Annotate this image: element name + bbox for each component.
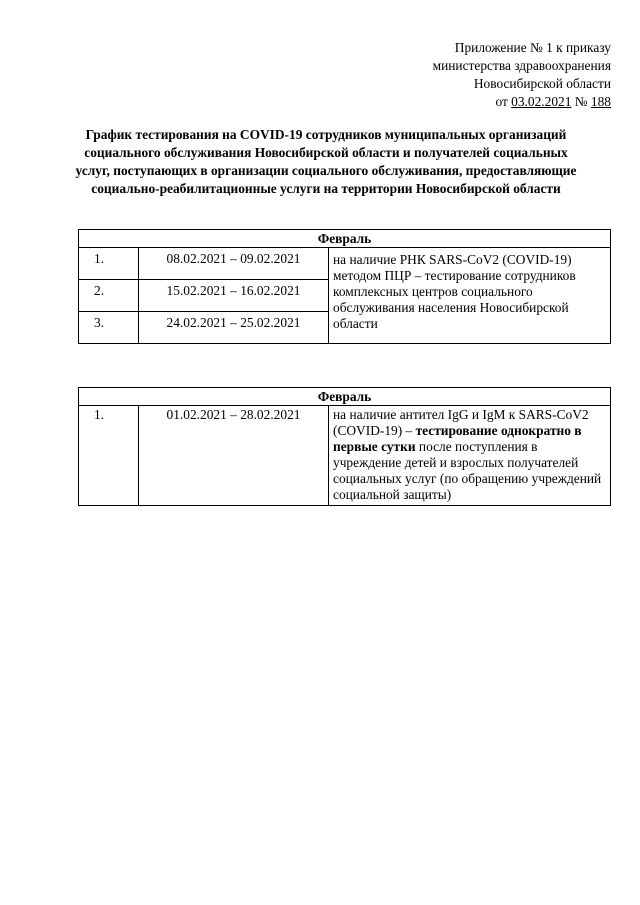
header-order-line bbox=[433, 93, 611, 111]
document-header bbox=[433, 39, 611, 111]
schedule-table-pcr bbox=[78, 229, 611, 344]
order-number: 188 bbox=[590, 94, 611, 109]
order-number-prefix: № bbox=[571, 94, 591, 109]
test-description: на наличие РНК SARS-CoV2 (COVID-19) методом ПЦР – тестирование сотрудников комплексных центров социального обслуживания населения Новосибирской области bbox=[329, 248, 611, 344]
header-line-region: Новосибирской области bbox=[473, 76, 611, 91]
table-month-row bbox=[79, 230, 611, 248]
row-number: 3. bbox=[79, 312, 139, 344]
test-description bbox=[329, 406, 611, 506]
row-dates: 15.02.2021 – 16.02.2021 bbox=[139, 280, 329, 312]
document-title: График тестирования на COVID-19 сотрудников муниципальных организаций социального обслуживания Новосибирской области и получателей социальных услуг, поступающих в организации социального обслуживания, предоставляющие социально-реабилитационные услуги на территории Новосибирской области bbox=[75, 127, 577, 196]
row-number: 2. bbox=[79, 280, 139, 312]
row-dates: 08.02.2021 – 09.02.2021 bbox=[139, 248, 329, 280]
header-line-annex: Приложение № 1 к приказу bbox=[454, 40, 611, 55]
order-date: 03.02.2021 bbox=[511, 94, 572, 109]
order-date-prefix: от bbox=[495, 94, 512, 109]
table-row bbox=[79, 248, 611, 280]
row-dates: 01.02.2021 – 28.02.2021 bbox=[139, 406, 329, 506]
row-number: 1. bbox=[79, 248, 139, 280]
table-row bbox=[79, 406, 611, 506]
month-header: Февраль bbox=[79, 230, 611, 248]
description-text-end: после поступления в учреждение детей и взрослых получателей социальных услуг (по обращению учреждений социальной защиты) bbox=[333, 439, 602, 502]
row-number: 1. bbox=[79, 406, 139, 506]
table-month-row bbox=[79, 388, 611, 406]
schedule-table-antibodies bbox=[78, 387, 611, 506]
row-dates: 24.02.2021 – 25.02.2021 bbox=[139, 312, 329, 344]
month-header: Февраль bbox=[79, 388, 611, 406]
description-emphasis: тестирование однократно в первые сутки bbox=[333, 423, 582, 454]
description-text-start: на наличие антител IgG и IgM к SARS-CoV2 (COVID-19) – bbox=[333, 407, 589, 438]
header-line-ministry: министерства здравоохранения bbox=[432, 58, 611, 73]
